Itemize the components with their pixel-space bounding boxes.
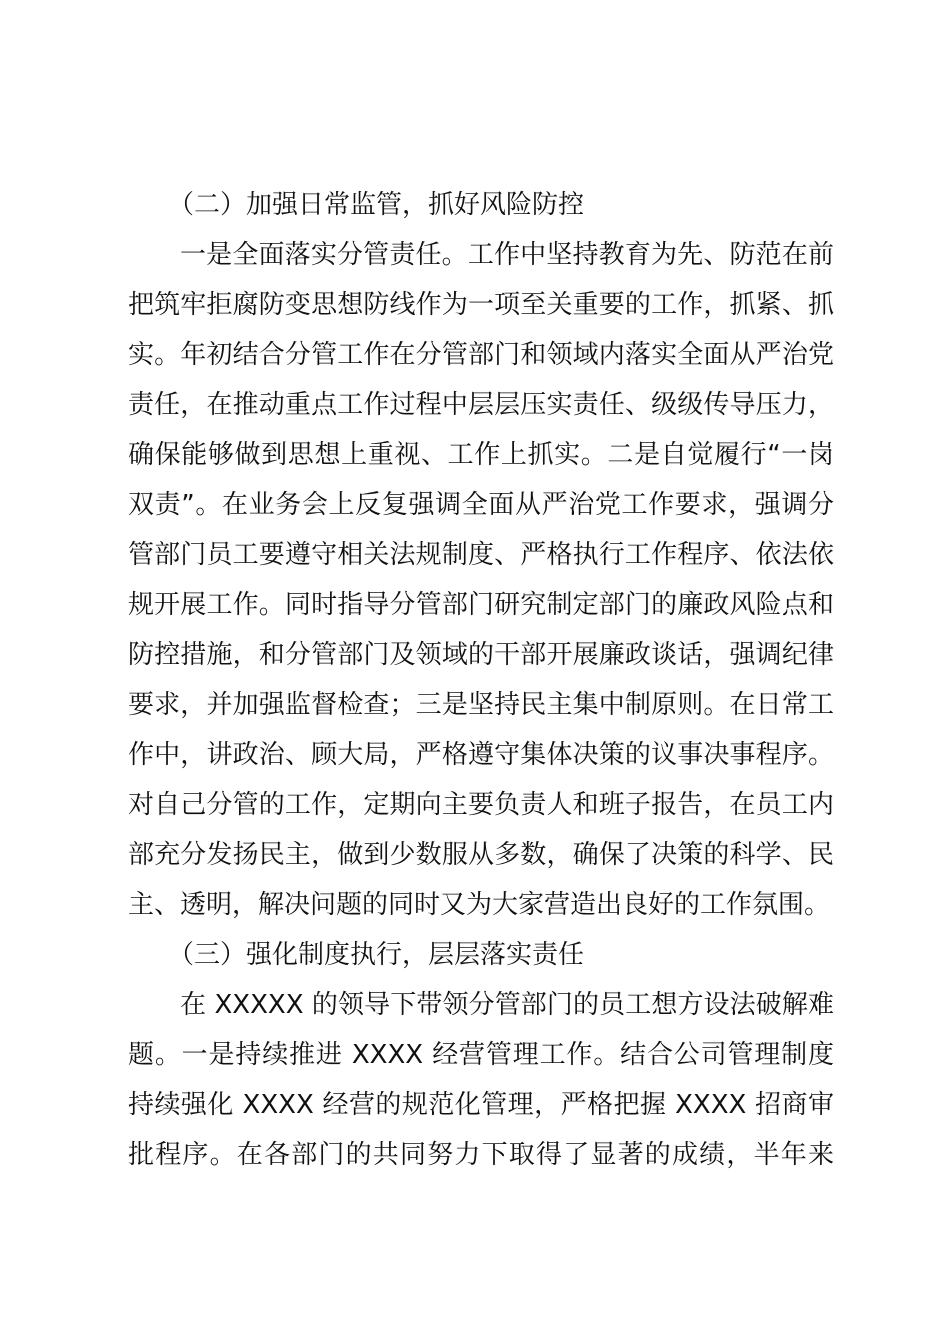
section-heading-3: （三）强化制度执行，层层落实责任 — [168, 940, 585, 970]
section-paragraph-3: 在 XXXXX 的领导下带领分管部门的员工想方设法破解难题。一是持续推进 XXXX 经营管理工作。结合公司管理制度持续强化 XXXX 经营的规范化管理，严格把握 XXXX 招商审批程序。在各部门的共同努力下取得了显著的成绩，半年来 — [128, 990, 834, 1170]
document-body — [128, 180, 834, 1180]
section-heading-2: （二）加强日常监管，抓好风险防控 — [168, 190, 585, 220]
section-paragraph-2: 一是全面落实分管责任。工作中坚持教育为先、防范在前把筑牢拒腐防变思想防线作为一项至关重要的工作，抓紧、抓实。年初结合分管工作在分管部门和领域内落实全面从严治党责任，在推动重点工作过程中层层压实责任、级级传导压力，确保能够做到思想上重视、工作上抓实。二是自觉履行“一岗双责”。在业务会上反复强调全面从严治党工作要求，强调分管部门员工要遵守相关法规制度、严格执行工作程序、依法依规开展工作。同时指导分管部门研究制定部门的廉政风险点和防控措施，和分管部门及领域的干部开展廉政谈话，强调纪律要求，并加强监督检查；三是坚持民主集中制原则。在日常工作中，讲政治、顾大局，严格遵守集体决策的议事决事程序。对自己分管的工作，定期向主要负责人和班子报告，在员工内部充分发扬民主，做到少数服从多数，确保了决策的科学、民主、透明，解决问题的同时又为大家营造出良好的工作氛围。 — [128, 240, 834, 920]
